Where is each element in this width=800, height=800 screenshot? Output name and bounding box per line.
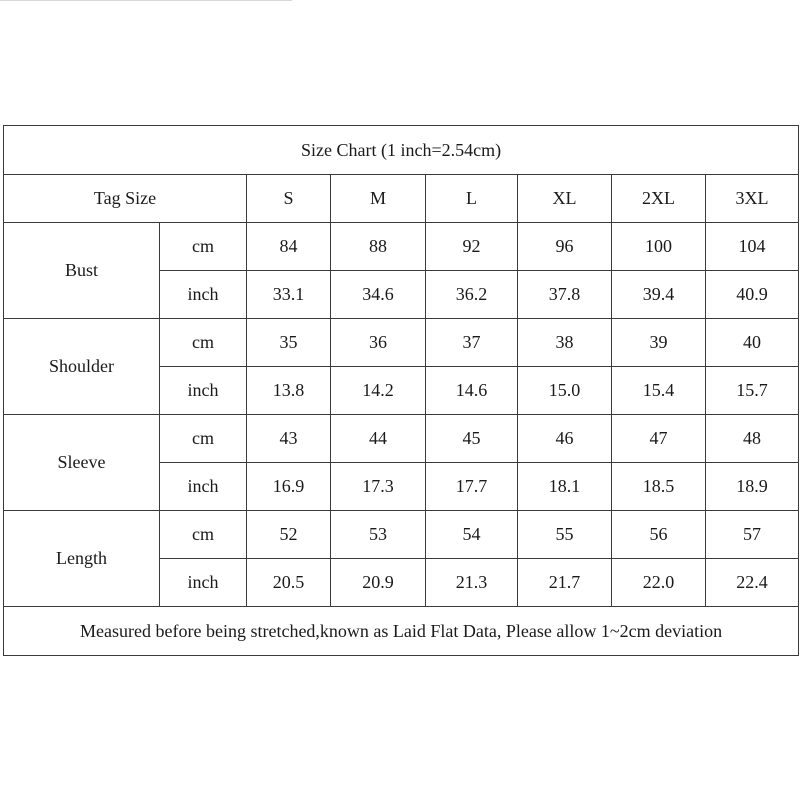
size-chart-table xyxy=(3,125,799,656)
measurement-value: 17.3 xyxy=(331,463,426,511)
size-chart-body xyxy=(4,126,799,656)
title-row xyxy=(4,126,799,175)
measurement-value: 35 xyxy=(247,319,331,367)
measurement-value: 14.2 xyxy=(331,367,426,415)
measurement-value: 84 xyxy=(247,223,331,271)
measurement-value: 14.6 xyxy=(426,367,518,415)
measurement-value: 57 xyxy=(706,511,799,559)
measurement-value: 21.3 xyxy=(426,559,518,607)
unit-label: inch xyxy=(160,271,247,319)
unit-label: cm xyxy=(160,511,247,559)
note-row xyxy=(4,607,799,656)
measurement-value: 88 xyxy=(331,223,426,271)
tag-size-label: Tag Size xyxy=(4,175,247,223)
table-row xyxy=(4,511,799,559)
size-header-2xl: 2XL xyxy=(612,175,706,223)
size-chart-title: Size Chart (1 inch=2.54cm) xyxy=(4,126,799,175)
measurement-value: 33.1 xyxy=(247,271,331,319)
measurement-value: 15.4 xyxy=(612,367,706,415)
measurement-value: 39 xyxy=(612,319,706,367)
measurement-value: 54 xyxy=(426,511,518,559)
measurement-name: Shoulder xyxy=(4,319,160,415)
unit-label: inch xyxy=(160,463,247,511)
top-divider-line xyxy=(0,0,292,1)
measurement-value: 37 xyxy=(426,319,518,367)
unit-label: inch xyxy=(160,559,247,607)
measurement-name: Length xyxy=(4,511,160,607)
unit-label: cm xyxy=(160,319,247,367)
measurement-value: 13.8 xyxy=(247,367,331,415)
measurement-value: 21.7 xyxy=(518,559,612,607)
measurement-name: Bust xyxy=(4,223,160,319)
measurement-value: 48 xyxy=(706,415,799,463)
measurement-value: 96 xyxy=(518,223,612,271)
measurement-value: 53 xyxy=(331,511,426,559)
size-header-xl: XL xyxy=(518,175,612,223)
measurement-value: 20.9 xyxy=(331,559,426,607)
measurement-value: 47 xyxy=(612,415,706,463)
measurement-value: 43 xyxy=(247,415,331,463)
measurement-value: 92 xyxy=(426,223,518,271)
measurement-value: 40.9 xyxy=(706,271,799,319)
measurement-value: 44 xyxy=(331,415,426,463)
measurement-value: 34.6 xyxy=(331,271,426,319)
table-row xyxy=(4,319,799,367)
measurement-value: 104 xyxy=(706,223,799,271)
size-header-l: L xyxy=(426,175,518,223)
size-header-3xl: 3XL xyxy=(706,175,799,223)
deviation-note: Measured before being stretched,known as Laid Flat Data, Please allow 1~2cm deviation xyxy=(4,607,799,656)
header-row xyxy=(4,175,799,223)
measurement-value: 18.1 xyxy=(518,463,612,511)
unit-label: cm xyxy=(160,223,247,271)
measurement-value: 16.9 xyxy=(247,463,331,511)
measurement-value: 37.8 xyxy=(518,271,612,319)
measurement-value: 22.4 xyxy=(706,559,799,607)
table-row xyxy=(4,223,799,271)
measurement-value: 15.7 xyxy=(706,367,799,415)
measurement-value: 46 xyxy=(518,415,612,463)
table-row xyxy=(4,415,799,463)
measurement-value: 56 xyxy=(612,511,706,559)
size-header-s: S xyxy=(247,175,331,223)
unit-label: inch xyxy=(160,367,247,415)
measurement-value: 18.9 xyxy=(706,463,799,511)
measurement-value: 100 xyxy=(612,223,706,271)
measurement-value: 22.0 xyxy=(612,559,706,607)
measurement-value: 45 xyxy=(426,415,518,463)
measurement-value: 36.2 xyxy=(426,271,518,319)
measurement-value: 15.0 xyxy=(518,367,612,415)
measurement-value: 55 xyxy=(518,511,612,559)
measurement-value: 17.7 xyxy=(426,463,518,511)
measurement-value: 20.5 xyxy=(247,559,331,607)
measurement-value: 40 xyxy=(706,319,799,367)
measurement-value: 38 xyxy=(518,319,612,367)
measurement-name: Sleeve xyxy=(4,415,160,511)
measurement-value: 39.4 xyxy=(612,271,706,319)
measurement-value: 18.5 xyxy=(612,463,706,511)
unit-label: cm xyxy=(160,415,247,463)
size-header-m: M xyxy=(331,175,426,223)
measurement-value: 52 xyxy=(247,511,331,559)
measurement-value: 36 xyxy=(331,319,426,367)
